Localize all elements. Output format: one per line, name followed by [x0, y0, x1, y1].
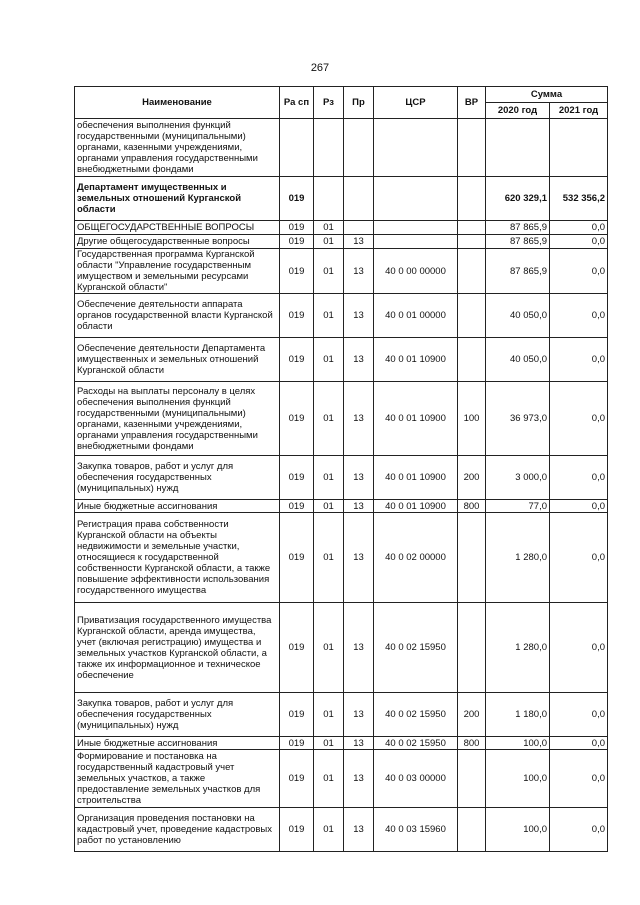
cell-ra: 019: [280, 500, 314, 513]
header-pr: Пр: [344, 87, 374, 119]
cell-rz: 01: [314, 456, 344, 500]
cell-name: Иные бюджетные ассигнования: [75, 500, 280, 513]
header-razdel: Ра сп: [280, 87, 314, 119]
cell-y2021: 0,0: [550, 382, 608, 456]
cell-name: Департамент имущественных и земельных отношений Курганской области: [75, 177, 280, 221]
cell-rz: 01: [314, 513, 344, 603]
cell-rz: 01: [314, 235, 344, 249]
cell-y2020: 87 865,9: [486, 221, 550, 235]
header-year-2020: 2020 год: [486, 103, 550, 119]
cell-vr: [458, 294, 486, 338]
cell-y2021: 0,0: [550, 338, 608, 382]
cell-name: Закупка товаров, работ и услуг для обеспечения государственных (муниципальных) нужд: [75, 456, 280, 500]
table-row: [75, 294, 608, 338]
table-row: [75, 456, 608, 500]
cell-name: Формирование и постановка на государственный кадастровый учет земельных участков, а также предоставление земельных участков для строительства: [75, 750, 280, 808]
cell-ra: 019: [280, 221, 314, 235]
cell-pr: 13: [344, 500, 374, 513]
cell-name: Государственная программа Курганской области "Управление государственным имуществом и земельными ресурсами Курганской области": [75, 249, 280, 294]
cell-ra: 019: [280, 249, 314, 294]
cell-pr: 13: [344, 737, 374, 750]
cell-name: Закупка товаров, работ и услуг для обеспечения государственных (муниципальных) нужд: [75, 693, 280, 737]
cell-y2021: [550, 119, 608, 177]
cell-vr: [458, 603, 486, 693]
cell-name: Регистрация права собственности Курганской области на объекты недвижимости и земельные участки, относящиеся к государственной собственности Курганской области, а также повышение эффективности использования государственного имущества: [75, 513, 280, 603]
cell-pr: 13: [344, 693, 374, 737]
cell-y2021: 0,0: [550, 500, 608, 513]
table-row: [75, 221, 608, 235]
cell-y2020: 36 973,0: [486, 382, 550, 456]
cell-vr: [458, 249, 486, 294]
cell-pr: [344, 119, 374, 177]
cell-ra: [280, 119, 314, 177]
cell-csr: 40 0 02 15950: [374, 693, 458, 737]
cell-y2021: 0,0: [550, 294, 608, 338]
cell-pr: [344, 177, 374, 221]
cell-ra: 019: [280, 750, 314, 808]
cell-rz: 01: [314, 221, 344, 235]
cell-csr: 40 0 02 15950: [374, 737, 458, 750]
header-rz: Рз: [314, 87, 344, 119]
cell-rz: 01: [314, 750, 344, 808]
table-row: [75, 750, 608, 808]
cell-y2020: 1 180,0: [486, 693, 550, 737]
cell-csr: [374, 119, 458, 177]
cell-y2021: 0,0: [550, 249, 608, 294]
table-row: [75, 693, 608, 737]
cell-csr: 40 0 01 10900: [374, 456, 458, 500]
header-csr: ЦСР: [374, 87, 458, 119]
cell-pr: 13: [344, 249, 374, 294]
cell-rz: 01: [314, 693, 344, 737]
cell-csr: [374, 235, 458, 249]
cell-vr: [458, 235, 486, 249]
table-row: [75, 249, 608, 294]
cell-vr: 100: [458, 382, 486, 456]
cell-vr: [458, 221, 486, 235]
cell-y2021: 0,0: [550, 750, 608, 808]
cell-pr: [344, 221, 374, 235]
cell-y2020: 100,0: [486, 808, 550, 852]
cell-ra: 019: [280, 235, 314, 249]
cell-y2021: 0,0: [550, 603, 608, 693]
cell-csr: 40 0 02 00000: [374, 513, 458, 603]
cell-rz: 01: [314, 382, 344, 456]
cell-y2020: 100,0: [486, 737, 550, 750]
cell-ra: 019: [280, 808, 314, 852]
cell-csr: 40 0 02 15950: [374, 603, 458, 693]
cell-ra: 019: [280, 603, 314, 693]
cell-csr: [374, 221, 458, 235]
cell-pr: 13: [344, 456, 374, 500]
cell-csr: 40 0 03 15960: [374, 808, 458, 852]
cell-pr: 13: [344, 603, 374, 693]
cell-csr: 40 0 01 10900: [374, 338, 458, 382]
table-row: [75, 338, 608, 382]
cell-y2021: 0,0: [550, 693, 608, 737]
table-row: [75, 382, 608, 456]
cell-ra: 019: [280, 294, 314, 338]
budget-table: [74, 86, 608, 852]
cell-ra: 019: [280, 693, 314, 737]
cell-vr: [458, 808, 486, 852]
cell-name: ОБЩЕГОСУДАРСТВЕННЫЕ ВОПРОСЫ: [75, 221, 280, 235]
cell-vr: [458, 177, 486, 221]
table-row: [75, 808, 608, 852]
cell-vr: [458, 119, 486, 177]
cell-rz: 01: [314, 249, 344, 294]
cell-csr: [374, 177, 458, 221]
page-number: 267: [310, 62, 330, 74]
cell-y2020: 87 865,9: [486, 249, 550, 294]
cell-csr: 40 0 00 00000: [374, 249, 458, 294]
cell-y2020: 87 865,9: [486, 235, 550, 249]
cell-name: Приватизация государственного имущества Курганской области, аренда имущества, учет (включая регистрацию) имущества и земельных участков Курганской области, а также их информационное и техническое обеспечение: [75, 603, 280, 693]
cell-y2021: 0,0: [550, 235, 608, 249]
table-row: [75, 177, 608, 221]
cell-pr: 13: [344, 750, 374, 808]
cell-ra: 019: [280, 513, 314, 603]
cell-vr: [458, 513, 486, 603]
cell-y2020: [486, 119, 550, 177]
cell-y2021: 0,0: [550, 456, 608, 500]
cell-ra: 019: [280, 456, 314, 500]
header-vr: ВР: [458, 87, 486, 119]
cell-rz: 01: [314, 500, 344, 513]
cell-ra: 019: [280, 338, 314, 382]
cell-vr: [458, 750, 486, 808]
cell-y2021: 0,0: [550, 808, 608, 852]
cell-y2020: 3 000,0: [486, 456, 550, 500]
cell-name: Организация проведения постановки на кадастровый учет, проведение кадастровых работ по установлению: [75, 808, 280, 852]
table-row: [75, 119, 608, 177]
header-name: Наименование: [75, 87, 280, 119]
cell-y2020: 620 329,1: [486, 177, 550, 221]
cell-name: Обеспечение деятельности Департамента имущественных и земельных отношений Курганской области: [75, 338, 280, 382]
cell-pr: 13: [344, 808, 374, 852]
table-row: [75, 235, 608, 249]
cell-y2020: 77,0: [486, 500, 550, 513]
cell-pr: 13: [344, 294, 374, 338]
cell-rz: 01: [314, 808, 344, 852]
cell-y2021: 0,0: [550, 221, 608, 235]
cell-pr: 13: [344, 513, 374, 603]
cell-vr: [458, 338, 486, 382]
cell-vr: 200: [458, 693, 486, 737]
cell-y2020: 100,0: [486, 750, 550, 808]
cell-rz: [314, 177, 344, 221]
table-row: [75, 737, 608, 750]
cell-rz: [314, 119, 344, 177]
header-sum: Сумма: [486, 87, 608, 103]
cell-rz: 01: [314, 338, 344, 382]
cell-pr: 13: [344, 338, 374, 382]
table-row: [75, 603, 608, 693]
cell-name: Обеспечение деятельности аппарата органов государственной власти Курганской области: [75, 294, 280, 338]
cell-rz: 01: [314, 603, 344, 693]
table-row: [75, 500, 608, 513]
cell-pr: 13: [344, 235, 374, 249]
cell-name: Иные бюджетные ассигнования: [75, 737, 280, 750]
cell-rz: 01: [314, 737, 344, 750]
cell-y2020: 1 280,0: [486, 603, 550, 693]
cell-name: Другие общегосударственные вопросы: [75, 235, 280, 249]
cell-y2020: 40 050,0: [486, 294, 550, 338]
header-year-2021: 2021 год: [550, 103, 608, 119]
cell-pr: 13: [344, 382, 374, 456]
cell-y2020: 1 280,0: [486, 513, 550, 603]
cell-y2020: 40 050,0: [486, 338, 550, 382]
cell-vr: 800: [458, 500, 486, 513]
cell-ra: 019: [280, 177, 314, 221]
cell-vr: 800: [458, 737, 486, 750]
cell-ra: 019: [280, 382, 314, 456]
cell-y2021: 0,0: [550, 737, 608, 750]
cell-rz: 01: [314, 294, 344, 338]
cell-name: обеспечения выполнения функций государственными (муниципальными) органами, казенными учреждениями, органами управления государственными внебюджетными фондами: [75, 119, 280, 177]
cell-csr: 40 0 01 10900: [374, 500, 458, 513]
cell-csr: 40 0 01 10900: [374, 382, 458, 456]
cell-y2021: 0,0: [550, 513, 608, 603]
cell-csr: 40 0 03 00000: [374, 750, 458, 808]
cell-ra: 019: [280, 737, 314, 750]
cell-vr: 200: [458, 456, 486, 500]
cell-csr: 40 0 01 00000: [374, 294, 458, 338]
table-row: [75, 513, 608, 603]
cell-name: Расходы на выплаты персоналу в целях обеспечения выполнения функций государственными (муниципальными) органами, казенными учреждениями, органами управления государственными внебюджетными фондами: [75, 382, 280, 456]
cell-y2021: 532 356,2: [550, 177, 608, 221]
